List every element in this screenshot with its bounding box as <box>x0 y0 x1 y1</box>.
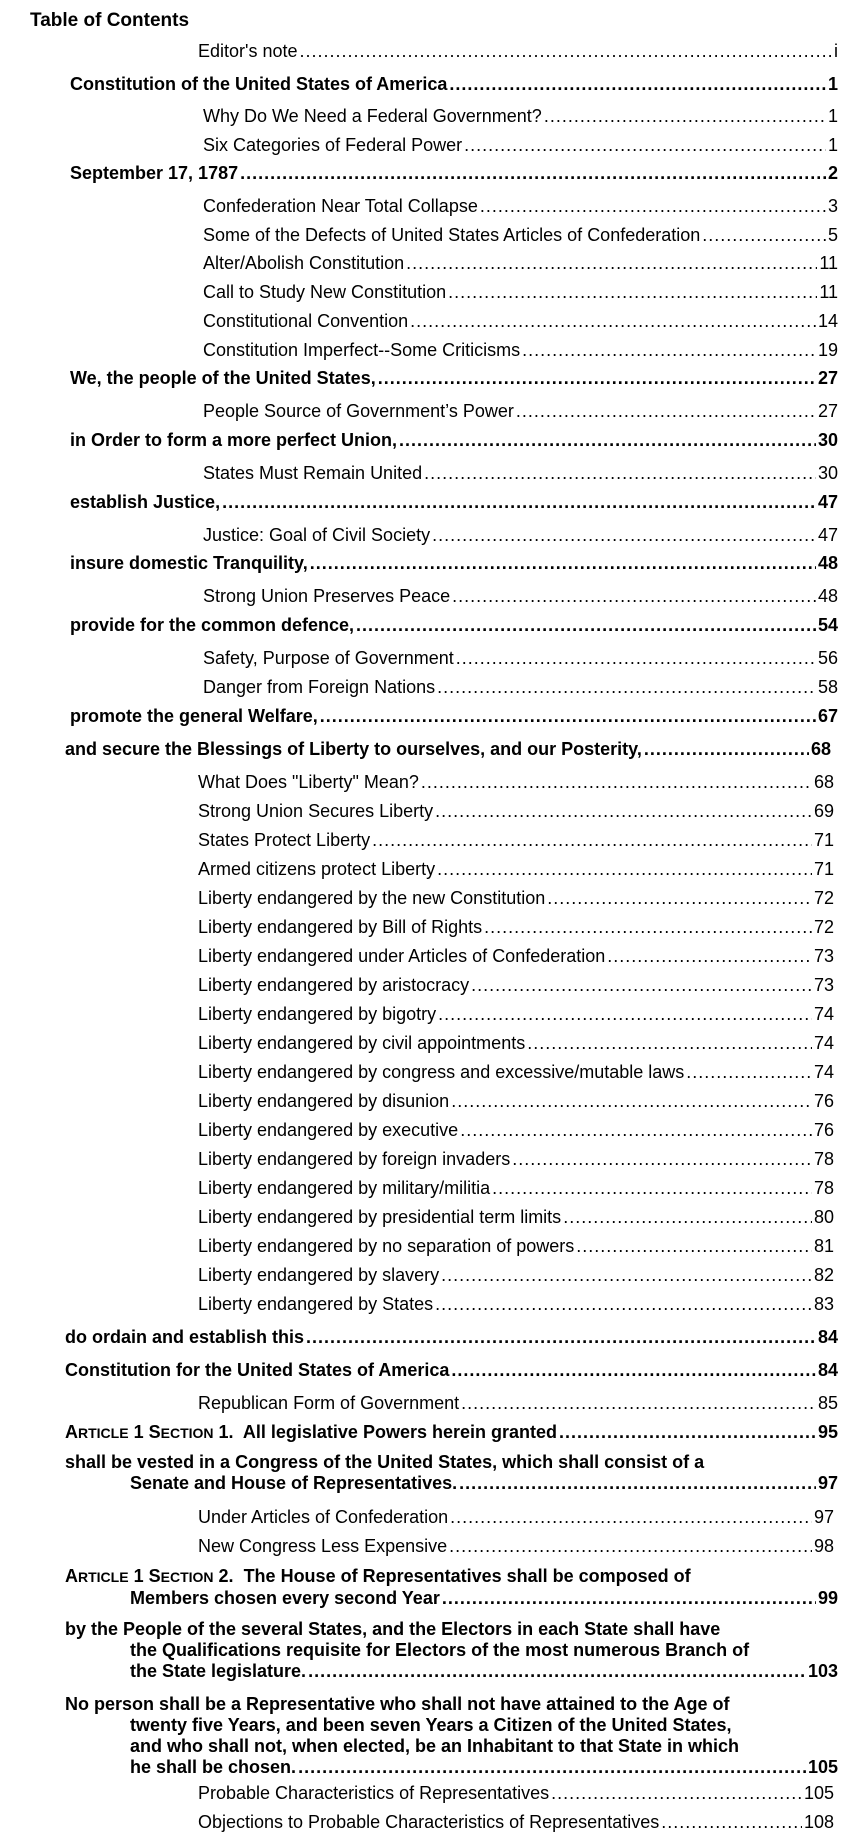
leader-dots <box>563 1207 812 1227</box>
leader-dots <box>437 677 816 697</box>
entry-text: Six Categories of Federal Power <box>203 135 463 155</box>
leader-dots <box>435 801 812 821</box>
entry-last-line <box>65 1661 838 1682</box>
entry-page: 76 <box>813 1091 834 1111</box>
toc-entry[interactable] <box>203 225 838 245</box>
leader-dots <box>308 1661 806 1682</box>
toc-entry[interactable] <box>70 368 838 388</box>
toc-entry[interactable] <box>70 163 838 183</box>
section-label <box>149 1422 214 1442</box>
leader-dots <box>372 830 812 850</box>
entry-text: establish Justice, <box>70 492 221 512</box>
entry-text: promote the general Welfare, <box>70 706 318 726</box>
entry-text: Senate and House of Representatives. <box>130 1473 458 1493</box>
entry-page: 71 <box>813 859 834 879</box>
article-rest: RTICLE <box>78 1569 129 1585</box>
entry-page: 98 <box>813 1536 834 1556</box>
toc-entry[interactable] <box>198 1091 834 1111</box>
toc-entry[interactable] <box>198 859 834 879</box>
toc-entry[interactable] <box>203 106 838 126</box>
entry-text: Objections to Probable Characteristics of Representatives <box>198 1812 660 1832</box>
entry-page: 108 <box>803 1812 834 1832</box>
leader-dots <box>356 615 816 635</box>
entry-text: Confederation Near Total Collapse <box>203 196 478 216</box>
entry-page: 103 <box>807 1661 838 1681</box>
toc-entry[interactable] <box>203 525 838 545</box>
entry-line: and who shall not, when elected, be an Inhabitant to that State in which <box>130 1736 740 1756</box>
leader-dots <box>551 1783 802 1803</box>
entry-text: Alter/Abolish Constitution <box>203 253 405 273</box>
entry-text: States Must Remain United <box>203 463 423 483</box>
entry-line: twenty five Years, and been seven Years a Citizen of the United States, <box>130 1715 732 1735</box>
entry-page: 1 <box>827 74 838 94</box>
entry-page: 30 <box>817 430 838 450</box>
entry-page: 54 <box>817 615 838 635</box>
toc-entry[interactable] <box>198 772 834 792</box>
leader-dots <box>410 311 816 331</box>
toc-entry[interactable] <box>70 706 838 726</box>
toc-entry[interactable] <box>70 553 838 573</box>
leader-dots <box>464 135 826 155</box>
article-label <box>65 1566 129 1586</box>
entry-text: We, the people of the United States, <box>70 368 376 388</box>
entry-page: 97 <box>817 1473 838 1493</box>
leader-dots <box>300 41 833 61</box>
entry-page: 47 <box>817 492 838 512</box>
entry-page: 47 <box>817 525 838 545</box>
entry-page: 73 <box>813 946 834 966</box>
entry-page: 69 <box>813 801 834 821</box>
entry-page: 84 <box>817 1360 838 1380</box>
leader-dots <box>406 253 817 273</box>
entry-text: Members chosen every second Year <box>130 1588 440 1608</box>
entry-page: 11 <box>819 253 838 273</box>
leader-dots <box>421 772 812 792</box>
entry-text: Liberty endangered by congress and excessive/mutable laws <box>198 1062 685 1082</box>
entry-text: Liberty endangered under Articles of Confederation <box>198 946 606 966</box>
entry-page: 78 <box>813 1178 834 1198</box>
entry-page: 74 <box>813 1033 834 1053</box>
entry-text: Probable Characteristics of Representatives <box>198 1783 550 1803</box>
toc-entry[interactable] <box>198 1783 834 1803</box>
entry-text: Liberty endangered by States <box>198 1294 434 1314</box>
entry-text: Editor's note <box>198 41 298 61</box>
entry-text: do ordain and establish this <box>65 1327 305 1347</box>
entry-page: 74 <box>813 1062 834 1082</box>
entry-page: 67 <box>817 706 838 726</box>
entry-page: 48 <box>817 586 838 606</box>
entry-page: 27 <box>817 401 838 421</box>
entry-text: Safety, Purpose of Government <box>203 648 454 668</box>
entry-text: Liberty endangered by no separation of powers <box>198 1236 575 1256</box>
leader-dots <box>449 1536 812 1556</box>
leader-dots <box>547 888 812 908</box>
toc-entry[interactable] <box>65 1327 838 1347</box>
section-cap: S <box>148 1422 161 1442</box>
toc-entry[interactable] <box>70 74 838 94</box>
entry-text: Constitution Imperfect--Some Criticisms <box>203 340 521 360</box>
entry-page: 11 <box>819 282 838 302</box>
toc-entry[interactable] <box>198 1149 834 1169</box>
leader-dots <box>661 1812 802 1832</box>
entry-line: by the People of the several States, and the Electors in each State shall have <box>65 1619 721 1639</box>
leader-dots <box>516 401 816 421</box>
section-cap: S <box>148 1566 161 1586</box>
entry-text: he shall be chosen. <box>130 1757 297 1777</box>
leader-dots <box>522 340 816 360</box>
toc-entry[interactable] <box>198 1265 834 1285</box>
toc-entry[interactable] <box>198 1178 834 1198</box>
entry-text: Under Articles of Confederation <box>198 1507 449 1527</box>
leader-dots <box>424 463 816 483</box>
entry-page: 19 <box>817 340 838 360</box>
leader-dots <box>448 282 817 302</box>
toc-entry[interactable] <box>198 801 834 821</box>
entry-text: Danger from Foreign Nations <box>203 677 436 697</box>
leader-dots <box>480 196 826 216</box>
toc-entry[interactable] <box>198 917 834 937</box>
entry-page: 14 <box>817 311 838 331</box>
entry-text: Liberty endangered by aristocracy <box>198 975 470 995</box>
toc-entry[interactable] <box>198 1294 834 1314</box>
toc-entry[interactable] <box>65 739 831 759</box>
toc-entry[interactable] <box>70 430 838 450</box>
toc-entry-multiline[interactable] <box>65 1452 838 1494</box>
toc-entry[interactable] <box>203 311 838 331</box>
toc-entry[interactable] <box>198 1812 834 1832</box>
toc-entry[interactable] <box>203 586 838 606</box>
entry-page: 27 <box>817 368 838 388</box>
section-number: 2. <box>218 1566 234 1586</box>
entry-page: 58 <box>817 677 838 697</box>
entry-text: in Order to form a more perfect Union, <box>70 430 398 450</box>
entry-text: Liberty endangered by foreign invaders <box>198 1149 511 1169</box>
toc-entry[interactable] <box>203 648 838 668</box>
entry-text: Republican Form of Government <box>198 1393 460 1413</box>
section-rest: ECTION <box>160 1569 214 1585</box>
leader-dots <box>399 430 816 450</box>
entry-page: 72 <box>813 917 834 937</box>
toc-entry[interactable] <box>203 135 838 155</box>
entry-text: The House of Representatives shall be composed of <box>243 1566 691 1586</box>
toc-entry[interactable] <box>203 282 838 302</box>
entry-page: 1 <box>827 135 838 155</box>
entry-page: 30 <box>817 463 838 483</box>
leader-dots <box>441 1265 812 1285</box>
leader-dots <box>461 1393 816 1413</box>
entry-text: Constitution for the United States of America <box>65 1360 450 1380</box>
entry-page: 2 <box>827 163 838 183</box>
leader-dots <box>306 1327 816 1347</box>
entry-text: the State legislature. <box>130 1661 307 1681</box>
toc-entry[interactable] <box>203 677 838 697</box>
entry-page: 97 <box>813 1507 834 1527</box>
entry-page: 82 <box>813 1265 834 1285</box>
entry-page: 1 <box>827 106 838 126</box>
leader-dots <box>512 1149 812 1169</box>
entry-page: 71 <box>813 830 834 850</box>
leader-dots <box>310 553 816 573</box>
entry-page: 68 <box>810 739 831 759</box>
entry-text: Liberty endangered by Bill of Rights <box>198 917 483 937</box>
article-number: 1 <box>133 1566 144 1586</box>
toc-title: Table of Contents <box>30 10 190 31</box>
leader-dots <box>644 739 809 759</box>
leader-dots <box>702 225 826 245</box>
leader-dots <box>452 586 816 606</box>
entry-page: 84 <box>817 1327 838 1347</box>
entry-text: Liberty endangered by military/militia <box>198 1178 491 1198</box>
leader-dots <box>437 859 812 879</box>
toc-entry[interactable] <box>198 1393 838 1413</box>
entry-text: Constitutional Convention <box>203 311 409 331</box>
leader-dots <box>544 106 826 126</box>
toc-entry[interactable] <box>70 615 838 635</box>
entry-page: 83 <box>813 1294 834 1314</box>
entry-text: Liberty endangered by slavery <box>198 1265 440 1285</box>
entry-text: Constitution of the United States of America <box>70 74 448 94</box>
section-number: 1. <box>218 1422 234 1442</box>
entry-page: 81 <box>813 1236 834 1256</box>
entry-text: Liberty endangered by presidential term limits <box>198 1207 562 1227</box>
toc-entry[interactable] <box>198 1120 834 1140</box>
article-label <box>65 1422 129 1442</box>
entry-text: insure domestic Tranquility, <box>70 553 308 573</box>
entry-page: 85 <box>817 1393 838 1413</box>
toc-entry-multiline[interactable] <box>65 1566 838 1609</box>
entry-text: provide for the common defence, <box>70 615 355 635</box>
entry-text: States Protect Liberty <box>198 830 371 850</box>
entry-line: No person shall be a Representative who shall not have attained to the Age of <box>65 1694 730 1714</box>
toc-entry[interactable] <box>65 1360 838 1380</box>
entry-text: Liberty endangered by the new Constitution <box>198 888 546 908</box>
leader-dots <box>471 975 812 995</box>
toc-entry[interactable] <box>198 830 834 850</box>
section-rest: ECTION <box>160 1425 214 1441</box>
entry-text: Liberty endangered by disunion <box>198 1091 450 1111</box>
leader-dots <box>460 1120 812 1140</box>
toc-entry[interactable] <box>203 196 838 216</box>
entry-text: Liberty endangered by executive <box>198 1120 459 1140</box>
entry-text: Liberty endangered by bigotry <box>198 1004 437 1024</box>
leader-dots <box>378 368 816 388</box>
entry-text: Some of the Defects of United States Articles of Confederation <box>203 225 701 245</box>
leader-dots <box>240 163 826 183</box>
toc-entry[interactable] <box>198 975 834 995</box>
toc-entry-multiline[interactable] <box>65 1619 838 1682</box>
toc-entry[interactable] <box>198 1033 834 1053</box>
leader-dots <box>484 917 812 937</box>
entry-text: What Does "Liberty" Mean? <box>198 772 419 792</box>
entry-text: September 17, 1787 <box>70 163 239 183</box>
leader-dots <box>451 1360 816 1380</box>
entry-text: Armed citizens protect Liberty <box>198 859 436 879</box>
leader-dots <box>559 1422 816 1442</box>
entry-page: 3 <box>827 196 838 216</box>
entry-text: People Source of Government’s Power <box>203 401 514 421</box>
leader-dots <box>527 1033 812 1053</box>
entry-text: Strong Union Secures Liberty <box>198 801 434 821</box>
leader-dots <box>320 706 816 726</box>
entry-line: shall be vested in a Congress of the United States, which shall consist of a <box>65 1452 705 1472</box>
entry-page: i <box>834 41 838 61</box>
entry-page: 80 <box>813 1207 834 1227</box>
leader-dots <box>438 1004 812 1024</box>
entry-page: 95 <box>817 1422 838 1442</box>
article-number: 1 <box>133 1422 144 1442</box>
article-cap: A <box>65 1566 78 1586</box>
toc-entry[interactable] <box>198 1507 834 1527</box>
entry-page: 99 <box>817 1588 838 1608</box>
entry-page: 72 <box>813 888 834 908</box>
section-label <box>149 1566 214 1586</box>
article-cap: A <box>65 1422 78 1442</box>
leader-dots <box>450 1507 812 1527</box>
entry-last-line <box>65 1588 838 1609</box>
entry-text: Liberty endangered by civil appointments <box>198 1033 526 1053</box>
toc-entry-multiline[interactable] <box>65 1694 838 1778</box>
entry-line <box>65 1566 838 1588</box>
entry-page: 5 <box>827 225 838 245</box>
toc-entry[interactable] <box>203 463 838 483</box>
leader-dots <box>435 1294 812 1314</box>
entry-page: 105 <box>807 1757 838 1777</box>
toc-entry[interactable] <box>70 492 838 512</box>
toc-entry[interactable] <box>198 1004 834 1024</box>
entry-page: 73 <box>813 975 834 995</box>
toc-entry[interactable] <box>65 1422 838 1443</box>
entry-text <box>65 1422 557 1443</box>
leader-dots <box>432 525 816 545</box>
leader-dots <box>449 74 826 94</box>
toc-entry[interactable] <box>198 1236 834 1256</box>
toc-entry[interactable] <box>203 253 838 273</box>
entry-text: Strong Union Preserves Peace <box>203 586 451 606</box>
entry-text: and secure the Blessings of Liberty to ourselves, and our Posterity, <box>65 739 642 759</box>
entry-page: 56 <box>817 648 838 668</box>
leader-dots <box>607 946 812 966</box>
entry-text: Justice: Goal of Civil Society <box>203 525 431 545</box>
entry-text: All legislative Powers herein granted <box>242 1422 557 1442</box>
leader-dots <box>576 1236 812 1256</box>
toc-entry[interactable] <box>198 888 834 908</box>
leader-dots <box>459 1473 816 1494</box>
leader-dots <box>456 648 816 668</box>
entry-page: 76 <box>813 1120 834 1140</box>
toc-entry[interactable] <box>198 41 838 61</box>
entry-page: 74 <box>813 1004 834 1024</box>
entry-last-line <box>65 1757 838 1778</box>
toc-entry[interactable] <box>198 1062 834 1082</box>
entry-page: 48 <box>817 553 838 573</box>
leader-dots <box>298 1757 806 1778</box>
leader-dots <box>442 1588 816 1609</box>
leader-dots <box>451 1091 812 1111</box>
toc-entry[interactable] <box>198 1536 834 1556</box>
entry-text: New Congress Less Expensive <box>198 1536 448 1556</box>
entry-text: Why Do We Need a Federal Government? <box>203 106 542 126</box>
entry-page: 68 <box>813 772 834 792</box>
leader-dots <box>686 1062 812 1082</box>
entry-last-line <box>65 1473 838 1494</box>
toc-entry[interactable] <box>198 1207 834 1227</box>
entry-text: Call to Study New Constitution <box>203 282 447 302</box>
leader-dots <box>222 492 816 512</box>
toc-entry[interactable] <box>203 340 838 360</box>
toc-entry[interactable] <box>198 946 834 966</box>
entry-page: 105 <box>803 1783 834 1803</box>
entry-line: the Qualifications requisite for Electors of the most numerous Branch of <box>130 1640 750 1660</box>
leader-dots <box>492 1178 812 1198</box>
article-rest: RTICLE <box>78 1425 129 1441</box>
entry-page: 78 <box>813 1149 834 1169</box>
toc-entry[interactable] <box>203 401 838 421</box>
